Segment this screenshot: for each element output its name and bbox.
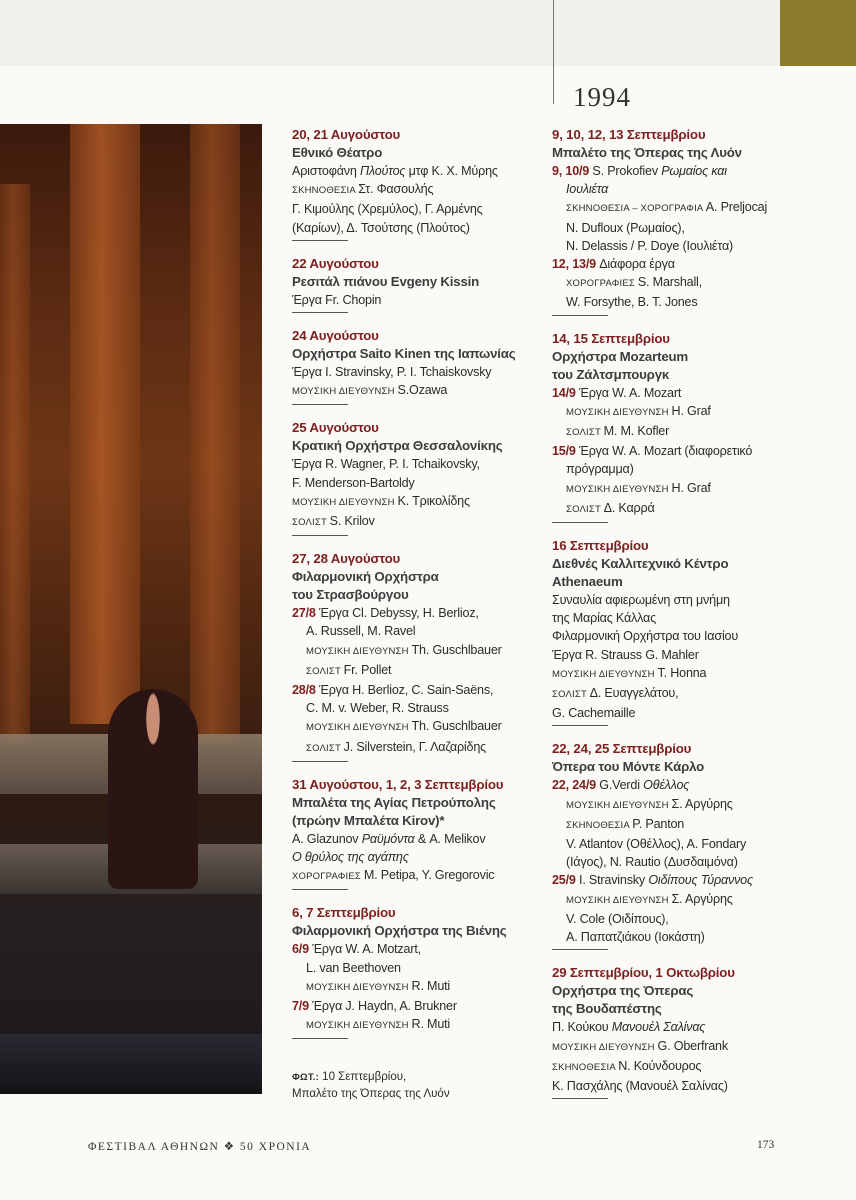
detail-text: Δ. Καρρά: [603, 500, 655, 515]
detail-text: Οθέλλος: [643, 778, 690, 793]
event-separator: [292, 889, 348, 890]
detail-text: Ιουλιέτα: [566, 182, 609, 197]
event-detail-line: [552, 162, 812, 180]
event-detail-line: [552, 1077, 812, 1095]
detail-text: S. Prokofiev: [592, 164, 662, 178]
event-block: [292, 904, 542, 1039]
event-date: 14, 15 Σεπτεμβρίου: [552, 330, 670, 346]
role-label: ΣΚΗΝΟΘΕΣΙΑ: [552, 1061, 619, 1073]
detail-text: πρόγραμμα): [566, 462, 634, 477]
event-title: Μπαλέτα της Αγίας Πετρούπολης: [292, 794, 496, 810]
detail-text: Διάφορα έργα: [599, 257, 675, 272]
schedule-right-column: [552, 126, 812, 1113]
role-label: ΣΟΛΙΣΤ: [566, 503, 604, 515]
detail-text: I. Stravinsky: [579, 873, 649, 888]
detail-text: Έργα H. Berlioz, C. Sain-Saëns,: [319, 683, 494, 698]
event-detail-line: [552, 1057, 812, 1077]
role-label: ΧΟΡΟΓΡΑΦΙΕΣ: [566, 278, 638, 290]
detail-text: R. Muti: [411, 978, 451, 993]
detail-text: Α. Παπατζιάκου (Ιοκάστη): [566, 930, 705, 945]
detail-text: Έργα Cl. Debyssy, H. Berlioz,: [319, 606, 479, 621]
event-title: Φιλαρμονική Ορχήστρα της Βιένης: [292, 923, 507, 939]
event-detail-line: [552, 591, 812, 609]
detail-text: M. M. Kofler: [603, 424, 670, 439]
event-detail-line: [292, 830, 542, 848]
event-block: [292, 255, 542, 313]
event-detail-line: [292, 848, 542, 866]
role-label: ΣΟΛΙΣΤ: [552, 689, 590, 701]
detail-text: C. M. v. Weber, R. Strauss: [306, 701, 449, 716]
event-date: 20, 21 Αυγούστου: [292, 127, 401, 142]
event-detail-line: [552, 795, 812, 815]
event-title: Ορχήστρα Mozarteum: [552, 348, 689, 364]
role-label: ΣΟΛΙΣΤ: [306, 742, 344, 754]
performance-date: 28/8: [292, 683, 320, 698]
event-date: 22 Αυγούστου: [292, 255, 379, 271]
event-detail-line: [552, 219, 812, 237]
event-detail-line: [292, 738, 542, 758]
performance-date: 25/9: [552, 873, 580, 888]
detail-text: P. Panton: [632, 816, 685, 831]
event-title: (πρώην Μπαλέτα Kirov)*: [292, 812, 445, 828]
detail-text: Φιλαρμονική Ορχήστρα του Ιασίου: [552, 629, 739, 644]
event-separator: [552, 949, 608, 950]
event-detail-line: [552, 910, 812, 928]
role-label: ΣΚΗΝΟΘΕΣΙΑ: [292, 185, 359, 197]
event-detail-line: [552, 815, 812, 835]
detail-text: Th. Guschlbauer: [411, 642, 502, 657]
detail-text: Σ. Αργύρης: [671, 796, 733, 811]
event-detail-line: [552, 237, 812, 255]
detail-text: Στ. Φασουλής: [358, 182, 434, 197]
detail-text: Ραϋμόντα: [361, 831, 415, 846]
detail-text: T. Honna: [657, 665, 707, 680]
role-label: ΣΟΛΙΣΤ: [292, 517, 330, 529]
detail-text: M. Petipa, Y. Gregorovic: [363, 868, 495, 883]
event-detail-line: [552, 704, 812, 722]
page-number: 173: [757, 1139, 775, 1151]
event-detail-line: [552, 627, 812, 645]
event-detail-line: [552, 664, 812, 684]
performance-date: 12, 13/9: [552, 257, 600, 272]
detail-text: A. Glazunov: [292, 831, 362, 846]
event-separator: [552, 1098, 608, 1099]
event-detail-line: [292, 180, 542, 200]
event-separator: [552, 522, 608, 523]
detail-text: V. Atlantov (Οθέλλος), A. Fondary: [566, 837, 747, 852]
event-title: Ρεσιτάλ πιάνου Evgeny Kissin: [292, 273, 480, 289]
event-date: 22, 24, 25 Σεπτεμβρίου: [552, 741, 692, 757]
event-title: Ορχήστρα της Όπερας: [552, 983, 694, 999]
event-separator: [552, 315, 608, 316]
performance-date: 9, 10/9: [552, 164, 593, 178]
detail-text: (Καρίων), Δ. Τσούτσης (Πλούτος): [292, 220, 470, 235]
event-detail-line: [292, 622, 542, 640]
event-separator: [552, 725, 608, 726]
event-detail-line: [292, 977, 542, 997]
detail-text: Έργα Fr. Chopin: [292, 292, 382, 307]
detail-text: R. Muti: [411, 1017, 451, 1032]
event-detail-line: [552, 402, 812, 422]
detail-text: Ο θρύλος της αγάπης: [292, 850, 409, 865]
detail-text: W. Forsythe, B. T. Jones: [566, 295, 698, 310]
event-title: Μπαλέτο της Όπερας της Λυόν: [552, 145, 742, 160]
detail-text: A. Russell, M. Ravel: [306, 624, 416, 639]
event-block: [552, 537, 812, 726]
detail-text: Αριστοφάνη: [292, 164, 360, 178]
detail-text: Γ. Κιμούλης (Χρεμύλος), Γ. Αρμένης: [292, 202, 483, 217]
event-detail-line: [292, 162, 542, 180]
event-detail-line: [552, 871, 812, 889]
event-detail-line: [552, 684, 812, 704]
caption-label: ΦΩΤ.:: [292, 1072, 319, 1083]
detail-text: Κ. Τρικολίδης: [397, 493, 470, 508]
event-detail-line: [552, 479, 812, 499]
event-detail-line: [552, 1018, 812, 1036]
detail-text: L. van Beethoven: [306, 960, 401, 975]
detail-text: V. Cole (Οιδίπους),: [566, 911, 669, 926]
detail-text: & A. Melikov: [414, 831, 486, 846]
role-label: ΧΟΡΟΓΡΑΦΙΕΣ: [292, 871, 364, 883]
dancer-figure: [108, 689, 198, 889]
event-detail-line: [552, 198, 812, 218]
footer-festival-title: ΦΕΣΤΙΒΑΛ ΑΘΗΝΩΝ ❖ 50 ΧΡΟΝΙΑ: [88, 1141, 312, 1153]
event-detail-line: [292, 363, 542, 381]
event-title: Athenaeum: [552, 574, 623, 590]
event-title: της Βουδαπέστης: [552, 1001, 662, 1017]
event-block: [292, 776, 542, 891]
detail-text: G. Oberfrank: [657, 1038, 728, 1053]
role-label: ΜΟΥΣΙΚΗ ΔΙΕΥΘΥΝΣΗ: [306, 722, 412, 734]
event-detail-line: [552, 255, 812, 273]
event-separator: [292, 312, 348, 313]
detail-text: Έργα W. A. Mozart (διαφορετικό: [579, 444, 753, 459]
event-detail-line: [292, 997, 542, 1015]
event-block: [292, 327, 542, 405]
event-detail-line: [292, 512, 542, 532]
stage-photo: [0, 124, 262, 1094]
event-block: [292, 550, 542, 762]
detail-text: A. Preljocaj: [705, 200, 768, 215]
event-date: 24 Αυγούστου: [292, 328, 379, 344]
event-detail-line: [552, 1037, 812, 1057]
performance-date: 7/9: [292, 999, 313, 1014]
role-label: ΜΟΥΣΙΚΗ ΔΙΕΥΘΥΝΣΗ: [306, 645, 412, 657]
event-detail-line: [292, 200, 542, 218]
role-label: ΣΚΗΝΟΘΕΣΙΑ – ΧΟΡΟΓΡΑΦΙΑ: [566, 203, 706, 215]
event-detail-line: [552, 384, 812, 402]
event-separator: [292, 535, 348, 536]
role-label: ΜΟΥΣΙΚΗ ΔΙΕΥΘΥΝΣΗ: [566, 483, 672, 495]
detail-text: Έργα J. Haydn, A. Brukner: [312, 999, 457, 1014]
detail-text: N. Dufloux (Ρωμαίος),: [566, 220, 685, 235]
role-label: ΜΟΥΣΙΚΗ ΔΙΕΥΘΥΝΣΗ: [566, 894, 672, 906]
role-label: ΜΟΥΣΙΚΗ ΔΙΕΥΘΥΝΣΗ: [552, 1041, 658, 1053]
detail-text: Έργα R. Wagner, P. I. Tchaikovsky,: [292, 457, 480, 472]
event-detail-line: [552, 928, 812, 946]
event-detail-line: [292, 661, 542, 681]
event-detail-line: [292, 1015, 542, 1035]
event-block: [552, 964, 812, 1099]
event-detail-line: [292, 291, 542, 309]
event-detail-line: [292, 866, 542, 886]
event-detail-line: [292, 681, 542, 699]
role-label: ΜΟΥΣΙΚΗ ΔΙΕΥΘΥΝΣΗ: [566, 799, 672, 811]
caption-line-1: 10 Σεπτεμβρίου,: [318, 1071, 407, 1083]
event-detail-line: [552, 442, 812, 460]
detail-text: Th. Guschlbauer: [411, 719, 502, 734]
detail-text: της Μαρίας Κάλλας: [552, 611, 657, 626]
event-date: 16 Σεπτεμβρίου: [552, 538, 649, 554]
event-detail-line: [292, 717, 542, 737]
detail-text: μτφ Κ. Χ. Μύρης: [405, 164, 498, 178]
event-date: 6, 7 Σεπτεμβρίου: [292, 905, 396, 921]
detail-text: Έργα R. Strauss G. Mahler: [552, 647, 699, 662]
detail-text: H. Graf: [671, 403, 711, 418]
event-block: [552, 330, 812, 523]
event-detail-line: [292, 959, 542, 977]
event-title: Φιλαρμονική Ορχήστρα: [292, 569, 439, 585]
role-label: ΣΟΛΙΣΤ: [306, 665, 344, 677]
event-detail-line: [552, 180, 812, 198]
detail-text: Ρωμαίος και: [661, 164, 727, 178]
event-title: Διεθνές Καλλιτεχνικό Κέντρο: [552, 556, 729, 572]
detail-text: Σ. Αργύρης: [671, 891, 733, 906]
event-detail-line: [552, 422, 812, 442]
event-detail-line: [552, 835, 812, 853]
event-block: [552, 126, 812, 316]
event-date: 25 Αυγούστου: [292, 420, 379, 436]
event-detail-line: [292, 381, 542, 401]
event-detail-line: [552, 776, 812, 794]
detail-text: Έργα W. A. Motzart,: [312, 942, 421, 957]
event-detail-line: [552, 460, 812, 478]
detail-text: Πλούτος: [359, 164, 406, 178]
event-detail-line: [552, 646, 812, 664]
event-title: του Ζάλτσμπουργκ: [552, 366, 670, 382]
year-divider-rule: [553, 0, 554, 104]
detail-text: Ν. Κούνδουρος: [618, 1058, 702, 1073]
role-label: ΣΚΗΝΟΘΕΣΙΑ: [566, 819, 633, 831]
event-date: 9, 10, 12, 13 Σεπτεμβρίου: [552, 127, 706, 142]
detail-text: Π. Κούκου: [552, 1020, 612, 1035]
detail-text: Οιδίπους Τύραννος: [648, 873, 753, 888]
event-block: [292, 126, 542, 241]
event-detail-line: [292, 492, 542, 512]
detail-text: G. Cachemaille: [552, 706, 636, 721]
detail-text: Έργα I. Stravinsky, P. I. Tchaiskovsky: [292, 365, 492, 380]
detail-text: (Ιάγος), N. Rautio (Δυσδαιμόνα): [566, 855, 738, 870]
event-title: Εθνικό Θέατρο: [292, 145, 383, 160]
detail-text: S. Marshall,: [637, 275, 702, 290]
event-title: Κρατική Ορχήστρα Θεσσαλονίκης: [292, 438, 503, 454]
detail-text: F. Menderson-Bartoldy: [292, 475, 415, 490]
role-label: ΜΟΥΣΙΚΗ ΔΙΕΥΘΥΝΣΗ: [292, 386, 398, 398]
detail-text: Συναυλία αφιερωμένη στη μνήμη: [552, 593, 730, 608]
performance-date: 6/9: [292, 942, 313, 957]
detail-text: J. Silverstein, Γ. Λαζαρίδης: [343, 739, 486, 754]
top-band: [0, 0, 780, 66]
event-detail-line: [552, 890, 812, 910]
event-detail-line: [552, 273, 812, 293]
event-detail-line: [292, 455, 542, 473]
detail-text: N. Delassis / P. Doye (Ιουλιέτα): [566, 238, 734, 253]
detail-text: Fr. Pollet: [343, 662, 392, 677]
event-detail-line: [552, 293, 812, 311]
performance-date: 22, 24/9: [552, 778, 600, 793]
event-detail-line: [292, 474, 542, 492]
event-detail-line: [292, 641, 542, 661]
performance-date: 15/9: [552, 444, 580, 459]
role-label: ΜΟΥΣΙΚΗ ΔΙΕΥΘΥΝΣΗ: [552, 668, 658, 680]
event-date: 29 Σεπτεμβρίου, 1 Οκτωβρίου: [552, 965, 735, 981]
detail-text: H. Graf: [671, 480, 711, 495]
detail-text: Μανουέλ Σαλίνας: [611, 1020, 706, 1035]
event-date: 27, 28 Αυγούστου: [292, 551, 401, 567]
event-title: του Στρασβούργου: [292, 587, 409, 603]
detail-text: Δ. Ευαγγελάτου,: [589, 686, 679, 701]
event-block: [292, 419, 542, 536]
detail-text: G.Verdi: [599, 778, 644, 793]
detail-text: Έργα W. A. Mozart: [579, 385, 682, 400]
performance-date: 27/8: [292, 606, 320, 621]
performance-date: 14/9: [552, 385, 580, 400]
role-label: ΜΟΥΣΙΚΗ ΔΙΕΥΘΥΝΣΗ: [292, 496, 398, 508]
event-separator: [292, 761, 348, 762]
caption-line-2: Μπαλέτο της Όπερας της Λυόν: [292, 1088, 450, 1100]
event-separator: [292, 404, 348, 405]
event-separator: [292, 240, 348, 241]
role-label: ΜΟΥΣΙΚΗ ΔΙΕΥΘΥΝΣΗ: [306, 1020, 412, 1032]
page-year: 1994: [573, 82, 631, 112]
event-separator: [292, 1038, 348, 1039]
event-detail-line: [292, 604, 542, 622]
schedule-left-column: [292, 126, 542, 1053]
event-date: 31 Αυγούστου, 1, 2, 3 Σεπτεμβρίου: [292, 776, 504, 792]
detail-text: S. Krilov: [329, 514, 375, 529]
role-label: ΣΟΛΙΣΤ: [566, 427, 604, 439]
event-title: Όπερα του Μόντε Κάρλο: [552, 759, 705, 775]
event-detail-line: [292, 940, 542, 958]
event-detail-line: [552, 499, 812, 519]
event-detail-line: [552, 609, 812, 627]
event-title: Ορχήστρα Saito Kinen της Ιαπωνίας: [292, 346, 516, 362]
event-block: [552, 740, 812, 950]
photo-caption: [292, 1069, 450, 1102]
event-detail-line: [292, 219, 542, 237]
role-label: ΜΟΥΣΙΚΗ ΔΙΕΥΘΥΝΣΗ: [566, 406, 672, 418]
role-label: ΜΟΥΣΙΚΗ ΔΙΕΥΘΥΝΣΗ: [306, 981, 412, 993]
detail-text: S.Ozawa: [397, 383, 448, 398]
top-accent-block: [780, 0, 856, 66]
event-detail-line: [292, 699, 542, 717]
event-detail-line: [552, 853, 812, 871]
detail-text: Κ. Πασχάλης (Μανουέλ Σαλίνας): [552, 1078, 728, 1093]
